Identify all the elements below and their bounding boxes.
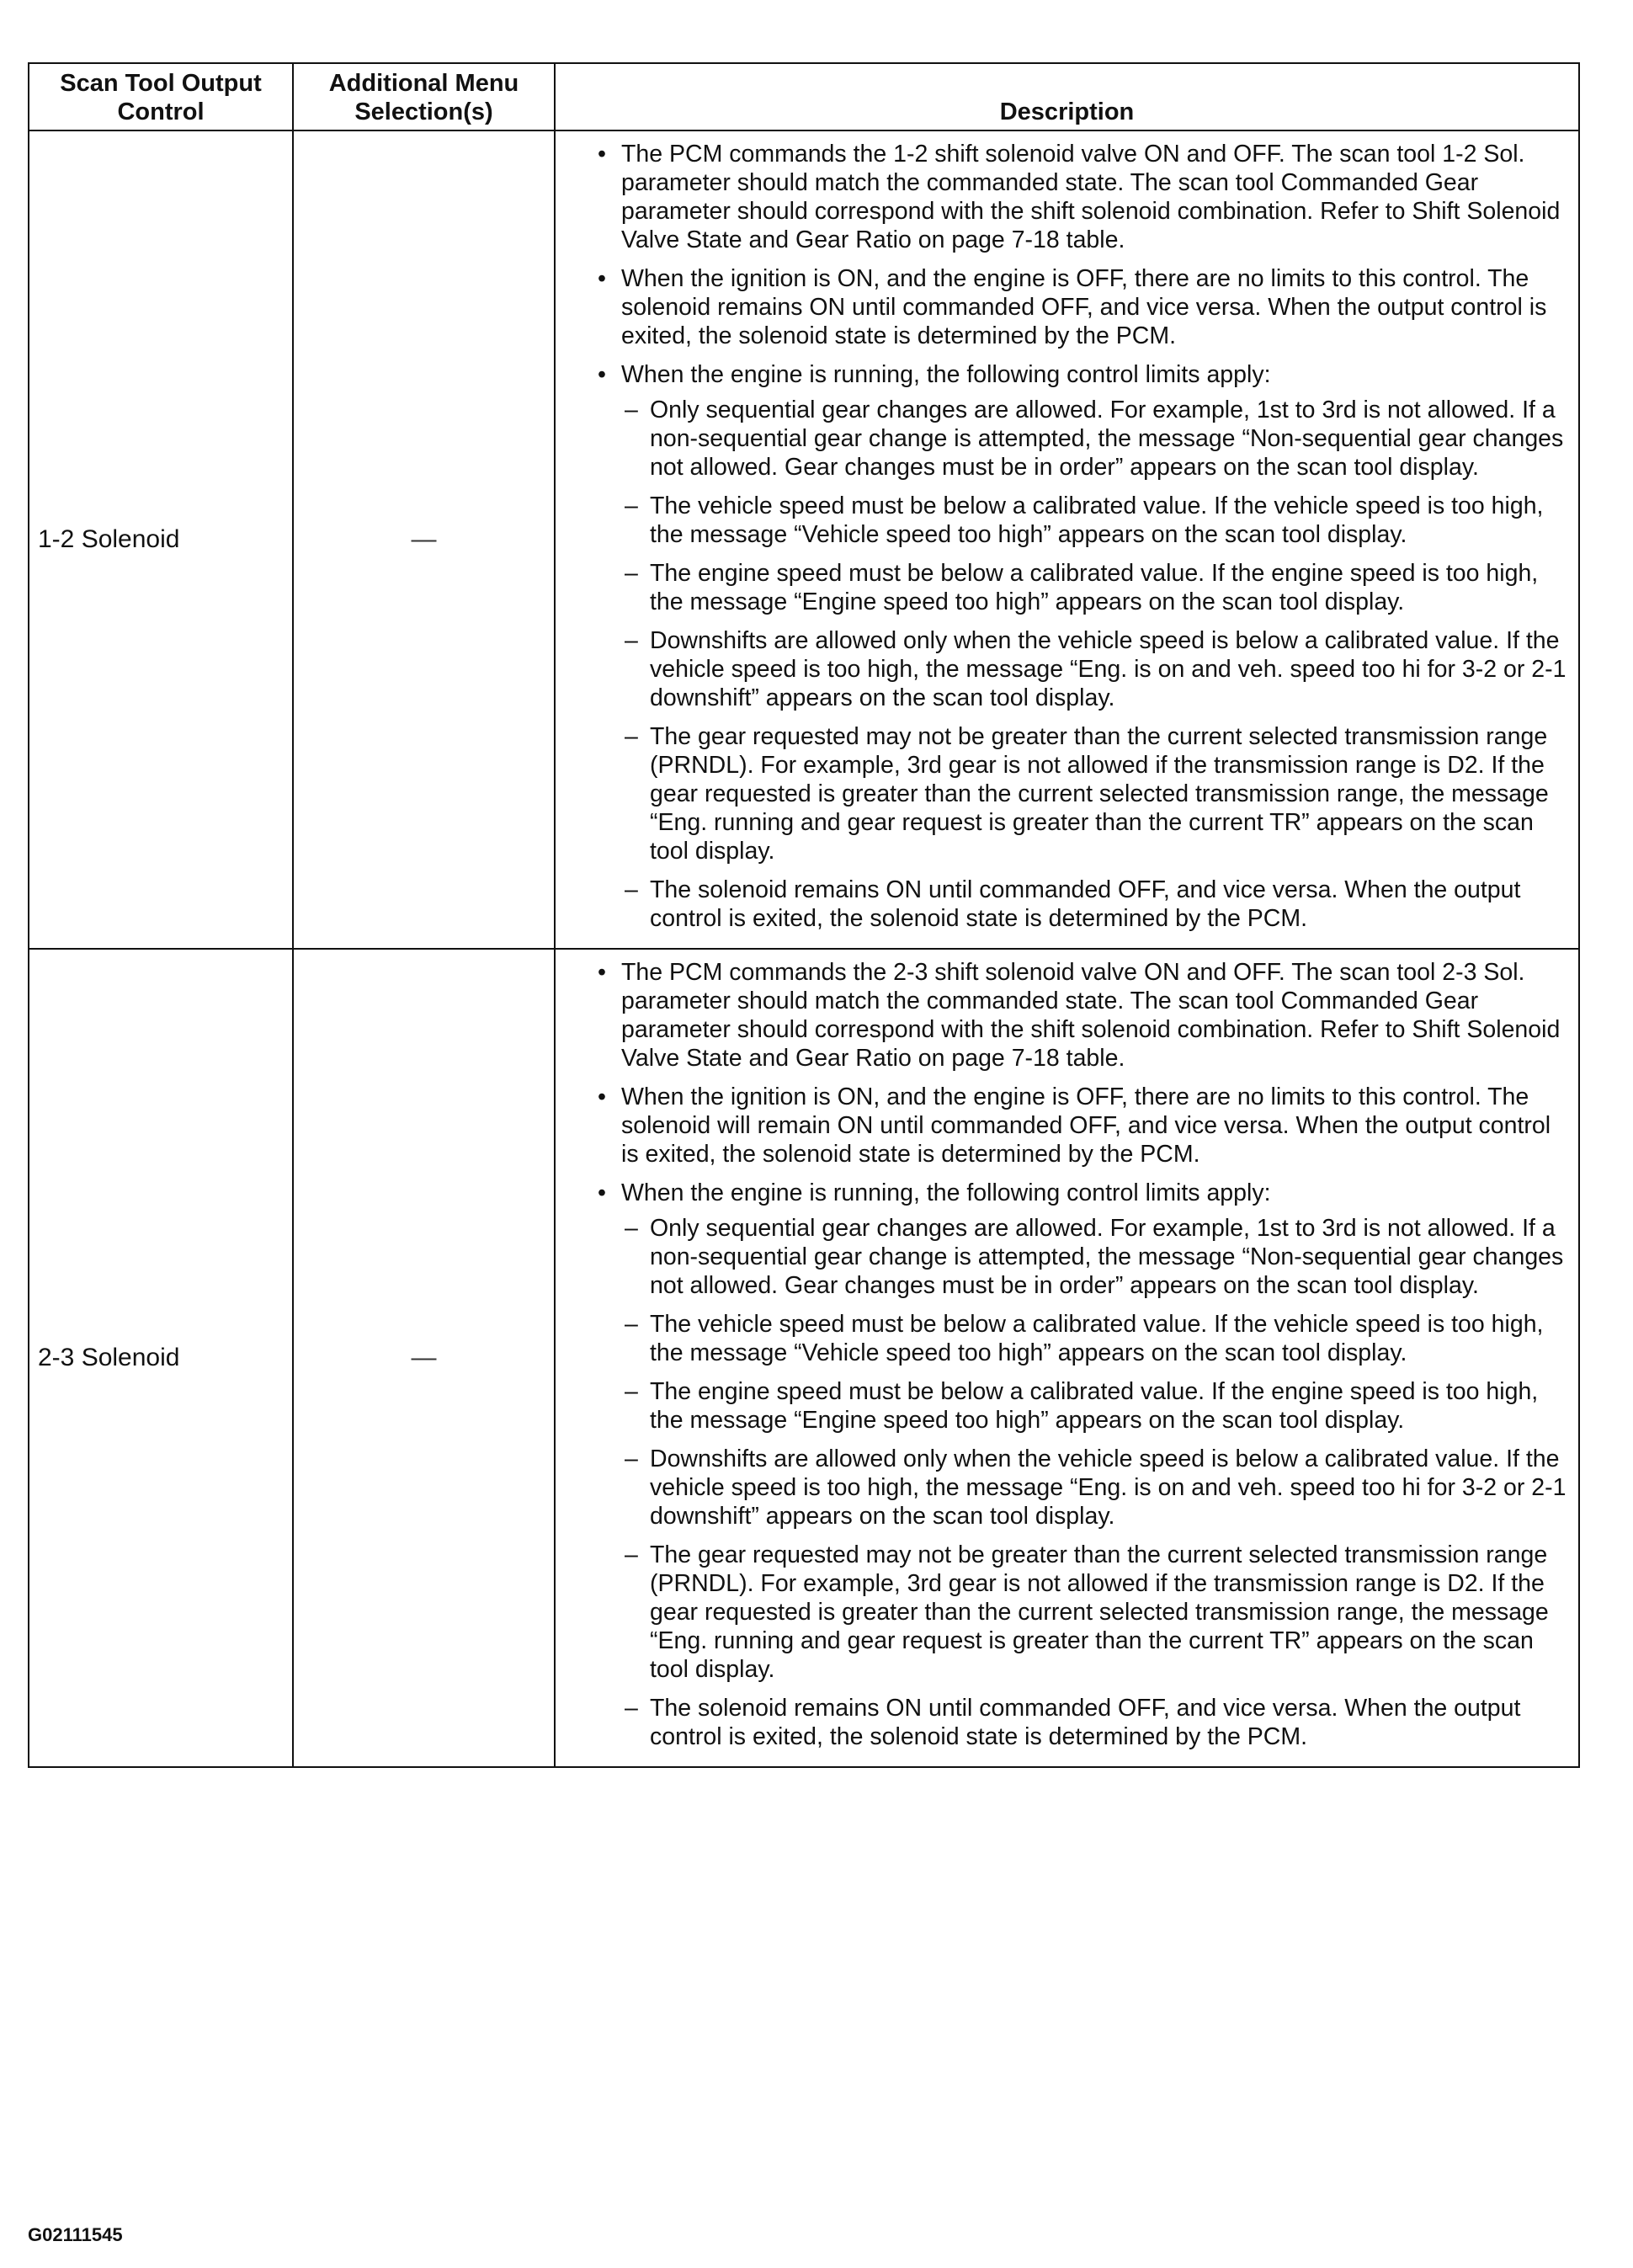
control-name-cell: 1-2 Solenoid (29, 130, 293, 949)
description-bullet: • When the engine is running, the following control limits apply: – Only sequential gear changes are allowed. For example, 1st to 3rd is not allowed. If a non-sequential gear change is attempted, the message “Non-sequential gear changes not allowed. Gear changes must be in order” appears on the scan tool display. – The vehicle speed must be below a calibrated value. If the vehicle speed is too high, the message “Vehicle speed too high” appears on the scan tool display. – The engine speed must be below a calibrated value. If the engine speed is too high, the message “Engine speed too high” appears on the scan tool display. – Downshifts are allowed only when the vehicle speed is below a calibrated value. If the vehicle speed is too high, the message “Eng. is on and veh. speed too hi for 3-2 or 2-1 downshift” appears on the scan tool display. – The gear requested may not be greater than the current selected transmission range (PRNDL). For example, 3rd gear is not allowed if the transmission range is D2. If the gear requested is greater than the current selected transmission range, the message “Eng. running and gear request is greater than the current TR” appears on the scan tool display. – The solenoid remains ON until commanded OFF, and vice versa. When the output control is exited, the solenoid state is determined by the PCM. (596, 360, 1568, 933)
menu-selection-cell: — (293, 130, 555, 949)
control-limit-item: – The vehicle speed must be below a calibrated value. If the vehicle speed is too high, the message “Vehicle speed too high” appears on the scan tool display. (621, 492, 1568, 549)
control-limit-item: – The solenoid remains ON until commanded OFF, and vice versa. When the output control is exited, the solenoid state is determined by the PCM. (621, 1694, 1568, 1751)
description-bullet: • When the ignition is ON, and the engine is OFF, there are no limits to this control. The solenoid remains ON until commanded OFF, and vice versa. When the output control is exited, the solenoid state is determined by the PCM. (596, 264, 1568, 350)
description-bullet: • When the engine is running, the following control limits apply: – Only sequential gear changes are allowed. For example, 1st to 3rd is not allowed. If a non-sequential gear change is attempted, the message “Non-sequential gear changes not allowed. Gear changes must be in order” appears on the scan tool display. – The vehicle speed must be below a calibrated value. If the vehicle speed is too high, the message “Vehicle speed too high” appears on the scan tool display. – The engine speed must be below a calibrated value. If the engine speed is too high, the message “Engine speed too high” appears on the scan tool display. – Downshifts are allowed only when the vehicle speed is below a calibrated value. If the vehicle speed is too high, the message “Eng. is on and veh. speed too hi for 3-2 or 2-1 downshift” appears on the scan tool display. – The gear requested may not be greater than the current selected transmission range (PRNDL). For example, 3rd gear is not allowed if the transmission range is D2. If the gear requested is greater than the current selected transmission range, the message “Eng. running and gear request is greater than the current TR” appears on the scan tool display. – The solenoid remains ON until commanded OFF, and vice versa. When the output control is exited, the solenoid state is determined by the PCM. (596, 1179, 1568, 1751)
control-limit-item: – Downshifts are allowed only when the vehicle speed is below a calibrated value. If the vehicle speed is too high, the message “Eng. is on and veh. speed too hi for 3-2 or 2-1 downshift” appears on the scan tool display. (621, 1445, 1568, 1531)
description-bullet: • The PCM commands the 2-3 shift solenoid valve ON and OFF. The scan tool 2-3 Sol. parameter should match the commanded state. The scan tool Commanded Gear parameter should correspond with the shift solenoid combination. Refer to Shift Solenoid Valve State and Gear Ratio on page 7-18 table. (596, 958, 1568, 1073)
control-limits-list (621, 396, 1568, 933)
menu-selection-cell: — (293, 949, 555, 1767)
description-cell (555, 949, 1579, 1767)
table-row (29, 130, 1579, 949)
header-row (29, 63, 1579, 130)
control-limit-item: – The gear requested may not be greater than the current selected transmission range (PRNDL). For example, 3rd gear is not allowed if the transmission range is D2. If the gear requested is greater than the current selected transmission range, the message “Eng. running and gear request is greater than the current TR” appears on the scan tool display. (621, 722, 1568, 865)
description-bullet: • The PCM commands the 1-2 shift solenoid valve ON and OFF. The scan tool 1-2 Sol. parameter should match the commanded state. The scan tool Commanded Gear parameter should correspond with the shift solenoid combination. Refer to Shift Solenoid Valve State and Gear Ratio on page 7-18 table. (596, 140, 1568, 254)
header-additional-menu-selections: Additional Menu Selection(s) (293, 63, 555, 130)
table-row (29, 949, 1579, 1767)
control-limit-item: – The engine speed must be below a calibrated value. If the engine speed is too high, the message “Engine speed too high” appears on the scan tool display. (621, 559, 1568, 616)
control-limit-item: – The vehicle speed must be below a calibrated value. If the vehicle speed is too high, the message “Vehicle speed too high” appears on the scan tool display. (621, 1310, 1568, 1367)
description-bullet: • When the ignition is ON, and the engine is OFF, there are no limits to this control. The solenoid will remain ON until commanded OFF, and vice versa. When the output control is exited, the solenoid state is determined by the PCM. (596, 1083, 1568, 1169)
description-cell (555, 130, 1579, 949)
control-name-cell: 2-3 Solenoid (29, 949, 293, 1767)
header-scan-tool-output-control: Scan Tool Output Control (29, 63, 293, 130)
control-limit-item: – Only sequential gear changes are allowed. For example, 1st to 3rd is not allowed. If a non-sequential gear change is attempted, the message “Non-sequential gear changes not allowed. Gear changes must be in order” appears on the scan tool display. (621, 396, 1568, 482)
header-description: Description (555, 63, 1579, 130)
control-limit-item: – Downshifts are allowed only when the vehicle speed is below a calibrated value. If the vehicle speed is too high, the message “Eng. is on and veh. speed too hi for 3-2 or 2-1 downshift” appears on the scan tool display. (621, 626, 1568, 712)
control-limit-item: – Only sequential gear changes are allowed. For example, 1st to 3rd is not allowed. If a non-sequential gear change is attempted, the message “Non-sequential gear changes not allowed. Gear changes must be in order” appears on the scan tool display. (621, 1214, 1568, 1300)
output-control-table (28, 62, 1580, 1768)
figure-id: G02111545 (28, 2224, 123, 2245)
control-limit-item: – The engine speed must be below a calibrated value. If the engine speed is too high, the message “Engine speed too high” appears on the scan tool display. (621, 1377, 1568, 1435)
control-limit-item: – The gear requested may not be greater than the current selected transmission range (PRNDL). For example, 3rd gear is not allowed if the transmission range is D2. If the gear requested is greater than the current selected transmission range, the message “Eng. running and gear request is greater than the current TR” appears on the scan tool display. (621, 1541, 1568, 1684)
control-limits-list (621, 1214, 1568, 1751)
control-limit-item: – The solenoid remains ON until commanded OFF, and vice versa. When the output control is exited, the solenoid state is determined by the PCM. (621, 876, 1568, 933)
